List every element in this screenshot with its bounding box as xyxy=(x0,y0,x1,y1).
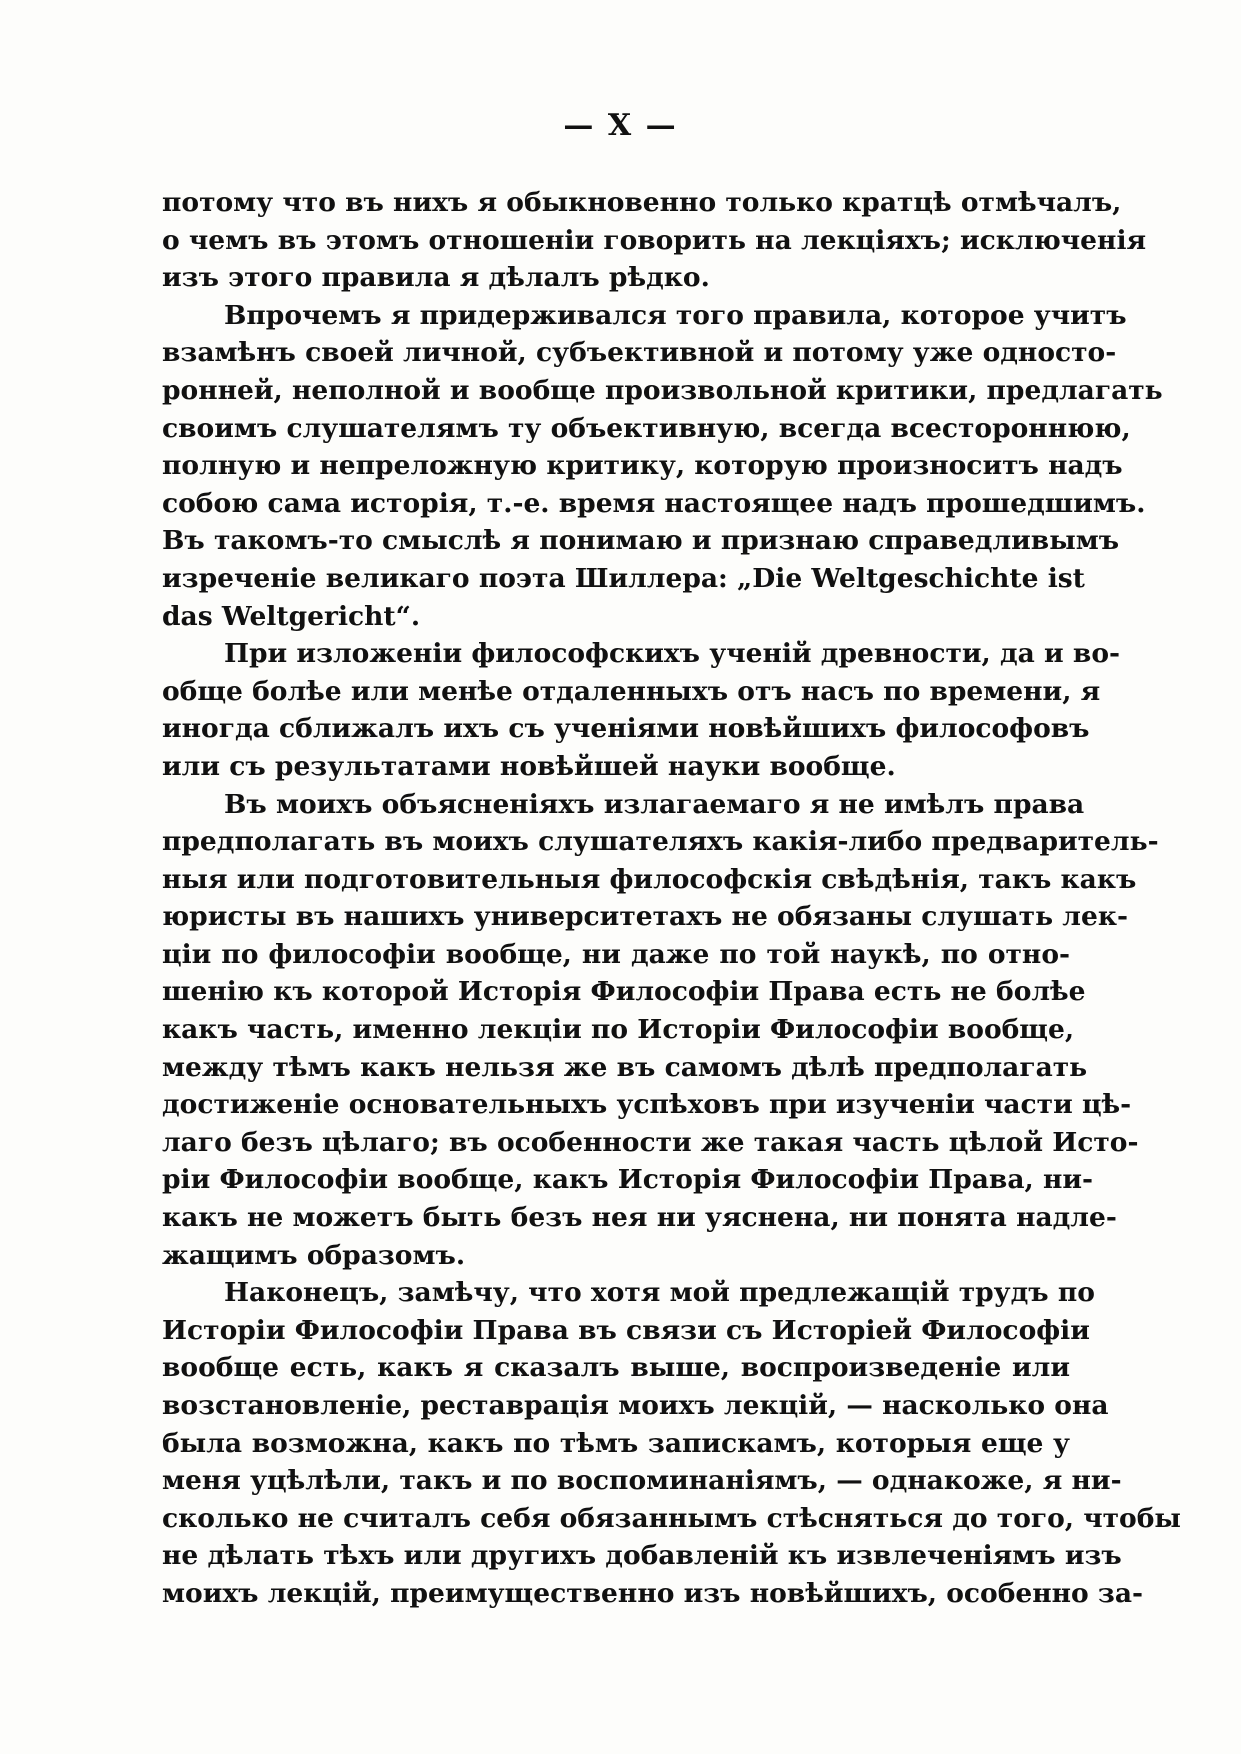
text-line: Въ моихъ объясненіяхъ излагаемаго я не имѣлъ права xyxy=(224,788,1085,820)
text-line: потому что въ нихъ я обыкновенно только кратцѣ отмѣчалъ, xyxy=(162,187,1122,218)
text-line: возстановленіе, реставрація моихъ лекцій, — насколько она xyxy=(162,1390,1109,1421)
text-line: Наконецъ, замѣчу, что хотя мой предлежащій трудъ по xyxy=(224,1277,1095,1309)
text-line: ронней, неполной и вообще произвольной критики, предлагать xyxy=(162,374,1163,406)
text-line: юристы въ нашихъ университетахъ не обязаны слушать лек- xyxy=(162,901,1128,933)
text-line: иногда сближалъ ихъ съ ученіями новѣйшихъ философовъ xyxy=(162,713,1090,745)
text-line: какъ не можетъ быть безъ нея ни уяснена, ни понята надле- xyxy=(162,1202,1117,1234)
text-line: взамѣнъ своей личной, субъективной и потому уже односто- xyxy=(162,337,1117,369)
body-text xyxy=(162,184,1181,1613)
text-line: была возможна, какъ по тѣмъ запискамъ, которыя еще у xyxy=(162,1427,1070,1459)
text-line: своимъ слушателямъ ту объективную, всегда всестороннюю, xyxy=(162,412,1131,444)
text-line: предполагать въ моихъ слушателяхъ какія-либо предваритель- xyxy=(162,826,1159,858)
text-line: моихъ лекцій, преимущественно изъ новѣйшихъ, особенно за- xyxy=(162,1577,1144,1609)
text-line: меня уцѣлѣли, такъ и по воспоминаніямъ, — однакоже, я ни- xyxy=(162,1465,1122,1497)
text-line: шенію къ которой Исторія Философіи Права есть не болѣе xyxy=(162,976,1086,1008)
page-number: — X — xyxy=(563,108,678,143)
text-line: изъ этого правила я дѣлалъ рѣдко. xyxy=(162,262,710,294)
text-line: о чемъ въ этомъ отношеніи говорить на лекціяхъ; исключенія xyxy=(162,224,1147,256)
text-line: лаго безъ цѣлаго; въ особенности же такая часть цѣлой Исто- xyxy=(162,1126,1139,1158)
text-line: между тѣмъ какъ нельзя же въ самомъ дѣлѣ предполагать xyxy=(162,1051,1088,1083)
text-line: или съ результатами новѣйшей науки вообще. xyxy=(162,750,896,782)
text-line: полную и непреложную критику, которую произноситъ надъ xyxy=(162,450,1123,482)
text-line: вообще есть, какъ я сказалъ выше, воспроизведеніе или xyxy=(162,1352,1070,1384)
text-line: сколько не считалъ себя обязаннымъ стѣсняться до того, чтобы xyxy=(162,1502,1181,1534)
text-line: жащимъ образомъ. xyxy=(162,1239,466,1271)
text-line: изреченіе великаго поэта Шиллера: „Die Weltgeschichte ist xyxy=(162,562,1085,594)
text-line: Исторіи Философіи Права въ связи съ Исторіей Философіи xyxy=(162,1314,1090,1346)
text-line: обще болѣе или менѣе отдаленныхъ отъ насъ по времени, я xyxy=(162,675,1101,707)
text-line: какъ часть, именно лекціи по Исторіи Философіи вообще, xyxy=(162,1014,1075,1046)
text-line: ныя или подготовительныя философскія свѣдѣнія, такъ какъ xyxy=(162,863,1137,895)
text-line: Въ такомъ-то смыслѣ я понимаю и признаю справедливымъ xyxy=(162,525,1120,557)
text-line: das Weltgericht“. xyxy=(162,600,421,632)
text-line: При изложеніи философскихъ ученій древности, да и во- xyxy=(224,638,1121,670)
text-line: Впрочемъ я придерживался того правила, которое учитъ xyxy=(224,299,1127,331)
text-line: достиженіе основательныхъ успѣховъ при изученіи части цѣ- xyxy=(162,1089,1132,1121)
text-line: ріи Философіи вообще, какъ Исторія Философіи Права, ни- xyxy=(162,1164,1094,1196)
text-line: не дѣлать тѣхъ или другихъ добавленій къ извлеченіямъ изъ xyxy=(162,1540,1122,1572)
text-line: ціи по философіи вообще, ни даже по той наукѣ, по отно- xyxy=(162,938,1070,970)
text-line: собою сама исторія, т.-е. время настоящее надъ прошедшимъ. xyxy=(162,487,1146,519)
